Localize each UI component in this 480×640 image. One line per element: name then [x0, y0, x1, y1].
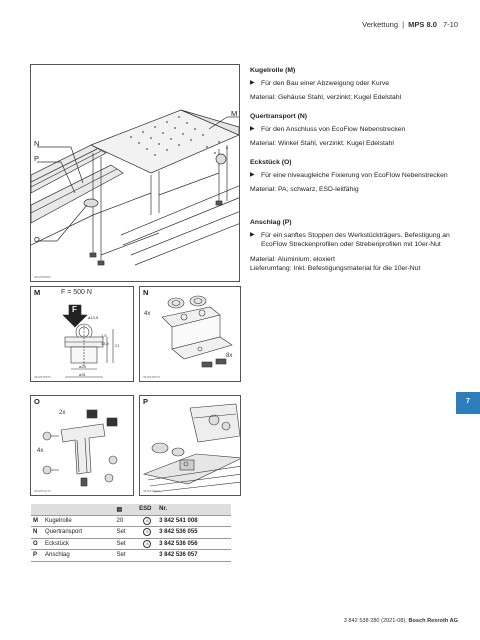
bullet-item [250, 231, 460, 250]
kugelrolle-figure [30, 286, 134, 382]
row-esd [137, 527, 157, 539]
section-title: Eckstück (O) [250, 159, 292, 166]
product-name: MPS 8.0 [408, 20, 437, 29]
section-eckstueck [250, 158, 460, 195]
esd-icon: ⚠ [143, 517, 151, 525]
quantity-icon: ▤ [116, 506, 123, 513]
chapter-title: Verkettung [362, 20, 398, 29]
bullet-text: Für den Anschluss von EcoFlow Nebenstrecken [261, 125, 406, 133]
row-esd [137, 515, 157, 527]
section-title: Quertransport (N) [250, 113, 308, 120]
fig-m-label: M [34, 288, 41, 297]
bullet-arrow-icon: ▶ [250, 171, 255, 178]
force-symbol: F [72, 305, 77, 314]
callout-n: N [34, 139, 40, 148]
bullet-item [250, 125, 460, 135]
fig-p-code: 3842538422 [143, 489, 160, 493]
bullet-arrow-icon: ▶ [250, 79, 255, 86]
row-name: Anschlag [43, 550, 114, 562]
row-qty: Set [114, 538, 137, 550]
brand-name: Bosch Rexroth AG [408, 618, 458, 624]
dim-1-5: 1,5 [101, 333, 107, 338]
bullet-arrow-icon: ▶ [250, 231, 255, 238]
main-assembly-figure [30, 64, 240, 282]
conveyor-illustration [31, 65, 240, 282]
fig-o-code: 3842544770 [34, 489, 51, 493]
eckstueck-figure [30, 395, 134, 496]
fig-n-label: N [143, 288, 149, 297]
row-key: M [31, 515, 43, 527]
row-qty: Set [114, 550, 137, 562]
row-key: O [31, 538, 43, 550]
header-name [43, 504, 114, 515]
fig-o-qty-top: 2x [59, 410, 66, 416]
table-row [31, 527, 231, 539]
material-text: Material: Gehäuse Stahl, verzinkt; Kugel Edelstahl [250, 94, 402, 101]
delivery-scope-text: Lieferumfang: Inkl. Befestigungsmaterial für die 10er-Nut [250, 265, 421, 272]
fig-p-label: P [143, 397, 149, 406]
eckstueck-drawing [31, 396, 134, 496]
bullet-item [250, 79, 460, 89]
esd-icon: ⚠ [143, 540, 151, 548]
header-esd: ESD [137, 504, 157, 515]
page-header [362, 20, 458, 29]
anschlag-figure [139, 395, 241, 496]
callout-o: O [34, 235, 40, 244]
row-name: Kugelrolle [43, 515, 114, 527]
table-row [31, 538, 231, 550]
section-kugelrolle [250, 66, 460, 103]
anschlag-drawing [140, 396, 241, 496]
table-row [31, 515, 231, 527]
bullet-text: Für eine niveaugleiche Fixierung von EcoFlow Nebenstrecken [261, 171, 448, 179]
page-number: 7-10 [442, 20, 458, 29]
table-header-row [31, 504, 231, 515]
quertransport-drawing [140, 287, 241, 382]
section-quertransport [250, 112, 460, 149]
callout-p: P [34, 154, 40, 163]
force-value: F = 500 N [61, 289, 92, 296]
callout-m: M [231, 109, 238, 118]
dim-21: 21 [115, 343, 120, 348]
material-text: Material: Aluminium; eloxiert [250, 255, 335, 263]
figure-code: 3842550582 [34, 275, 51, 279]
header-separator: | [402, 20, 405, 29]
esd-icon: ⚠ [143, 528, 151, 536]
row-name: Quertransport [43, 527, 114, 539]
fig-n-code: 3842545578 [143, 375, 160, 379]
fig-o-label: O [34, 397, 40, 406]
bullet-text: Für den Bau einer Abzweigung oder Kurve [261, 79, 390, 87]
fig-m-code: 3842545555 [34, 375, 51, 379]
material-text: Material: Winkel Stahl, verzinkt; Kugel Edelstahl [250, 140, 394, 147]
header-qty [114, 504, 137, 515]
header-key [31, 504, 43, 515]
dim-31: ø31 [79, 372, 86, 377]
page-footer [344, 618, 458, 624]
row-nr: 3 842 536 055 [157, 527, 231, 539]
bullet-arrow-icon: ▶ [250, 125, 255, 132]
dim-ball-dia: ø13,5 [88, 315, 99, 320]
row-qty: 20 [114, 515, 137, 527]
bullet-item [250, 171, 460, 181]
document-number: 3 842 538 280 (2021-08), [343, 618, 407, 624]
row-nr: 3 842 536 056 [157, 538, 231, 550]
table-row [31, 550, 231, 562]
bullet-text: Für ein sanftes Stoppen des Werkstückträgers. Befestigung an EcoFlow Streckenprofilen oder Strebenprofilen mit 10er-Nut [261, 231, 450, 248]
row-esd [137, 538, 157, 550]
row-nr: 3 842 541 008 [157, 515, 231, 527]
material-text: Material: PA; schwarz, ESD-leitfähig [250, 186, 359, 193]
chapter-tab: 7 [456, 392, 480, 414]
fig-n-qty-top: 4x [144, 311, 151, 317]
dim-13-5: 13,5 [101, 341, 109, 346]
row-name: Eckstück [43, 538, 114, 550]
row-nr: 3 842 536 057 [157, 550, 231, 562]
fig-o-qty-left: 4x [37, 448, 44, 454]
section-title: Anschlag (P) [250, 219, 292, 226]
row-key: N [31, 527, 43, 539]
section-title: Kugelrolle (M) [250, 67, 296, 74]
dim-24: ø24 [79, 364, 86, 369]
header-nr: Nr. [157, 504, 231, 515]
quertransport-figure [139, 286, 241, 382]
row-key: P [31, 550, 43, 562]
row-qty: Set [114, 527, 137, 539]
order-table [31, 504, 231, 562]
row-esd [137, 550, 157, 562]
section-anschlag [250, 218, 460, 274]
fig-n-qty-bottom: 8x [226, 353, 233, 359]
